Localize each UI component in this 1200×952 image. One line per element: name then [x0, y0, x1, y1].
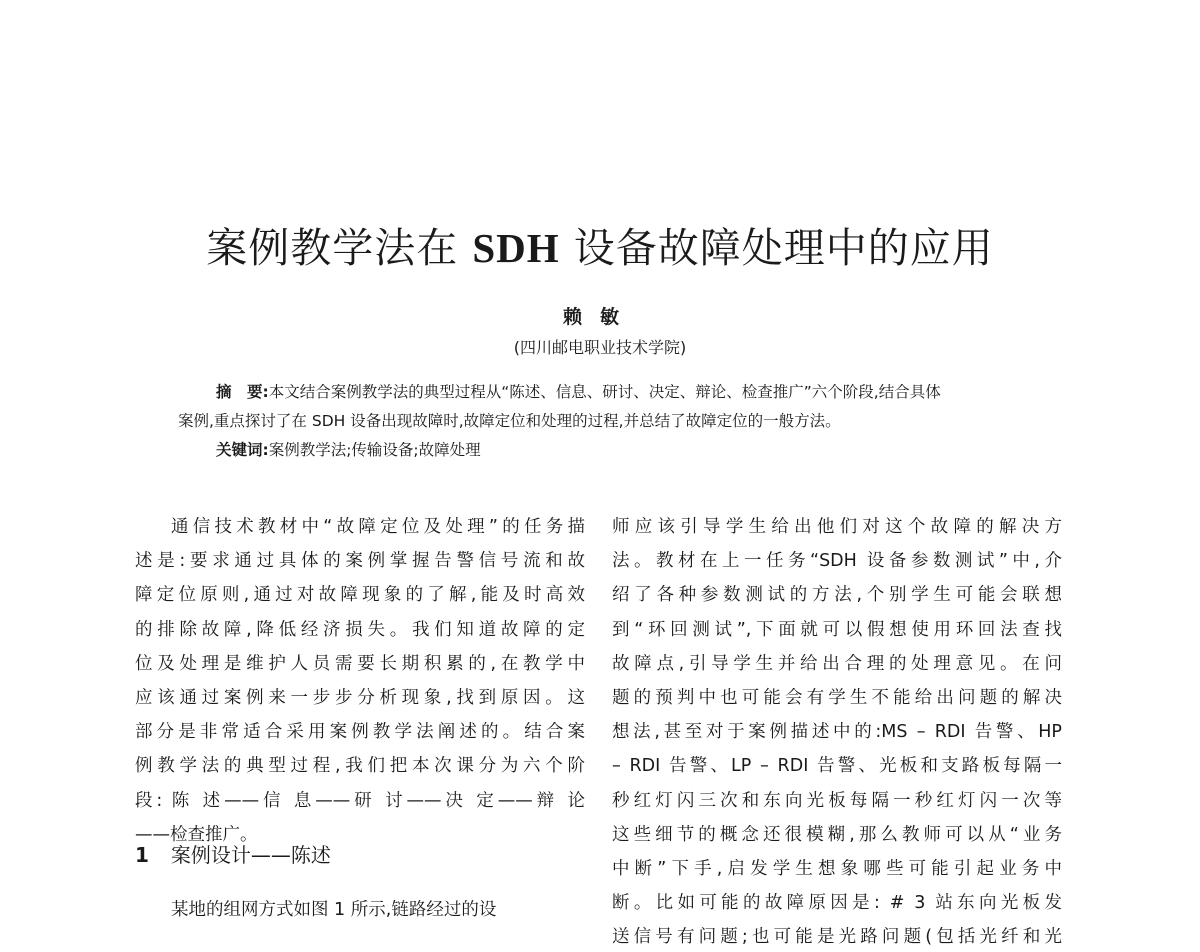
left-line: 段: 陈 述——信 息——研 讨——决 定——辩 论 — [135, 790, 585, 811]
left-line: 应该通过案例来一步步分析现象,找到原因。这 — [135, 687, 585, 708]
right-line: 秒红灯闪三次和东向光板每隔一秒红灯闪一次等 — [612, 790, 1062, 811]
keywords-text: 案例教学法;传输设备;故障处理 — [268, 441, 481, 459]
title-latin: SDH — [472, 225, 560, 271]
right-line: 断。比如可能的故障原因是: # 3 站东向光板发 — [612, 893, 1062, 914]
left-line: 障定位原则,通过对故障现象的了解,能及时高效 — [135, 585, 585, 606]
right-line: – RDI 告警、LP – RDI 告警、光板和支路板每隔一 — [612, 756, 1062, 777]
abstract-label: 摘 要: — [216, 383, 269, 401]
right-column — [612, 510, 1062, 952]
left-line: 部分是非常适合采用案例教学法阐述的。结合案 — [135, 722, 585, 743]
right-line: 送信号有问题;也可能是光路问题(包括光纤和光 — [612, 927, 1062, 948]
title-post: 设备故障处理中的应用 — [559, 224, 994, 272]
paper-title — [0, 222, 1200, 274]
left-line: 述是:要求通过具体的案例掌握告警信号流和故 — [135, 551, 585, 572]
right-line: 题的预判中也可能会有学生不能给出问题的解决 — [612, 687, 1062, 708]
right-line: 这些细节的概念还很模糊,那么教师可以从“业务 — [612, 824, 1062, 845]
right-line: 故障点,引导学生并给出合理的处理意见。在问 — [612, 653, 1062, 674]
keywords-label: 关键词: — [216, 441, 269, 459]
right-line: 师应该引导学生给出他们对这个故障的解决方 — [612, 517, 1062, 537]
left-bottom-line: 某地的组网方式如图 1 所示,链路经过的设 — [171, 900, 497, 920]
keywords-line — [178, 436, 1038, 465]
author-name: 赖敏 — [562, 306, 637, 328]
abstract-line-1 — [178, 378, 1038, 407]
author-affiliation: (四川邮电职业技术学院) — [513, 338, 687, 357]
right-line: 中断”下手,启发学生想象哪些可能引起业务中 — [612, 858, 1062, 879]
right-line: 绍了各种参数测试的方法,个别学生可能会联想 — [612, 585, 1062, 606]
right-line: 法。教材在上一任务“SDH 设备参数测试”中,介 — [612, 551, 1062, 572]
left-column — [135, 510, 585, 852]
right-line: 到“环回测试”,下面就可以假想使用环回法查找 — [612, 619, 1062, 640]
section-number: 1 — [135, 843, 149, 867]
section-title: 案例设计——陈述 — [170, 843, 331, 867]
abstract-block — [178, 378, 1038, 465]
abstract-text-1: 本文结合案例教学法的典型过程从“陈述、信息、研讨、决定、辩论、检查推广”六个阶段,结合具体 — [268, 383, 941, 401]
section-1-heading — [135, 840, 331, 870]
left-line: 通信技术教材中“故障定位及处理”的任务描 — [171, 517, 585, 537]
title-pre: 案例教学法在 — [206, 224, 473, 272]
left-line: 位及处理是维护人员需要长期积累的,在教学中 — [135, 653, 585, 674]
left-line: 例教学法的典型过程,我们把本次课分为六个阶 — [135, 756, 585, 777]
right-line: 想法,甚至对于案例描述中的:MS – RDI 告警、HP — [612, 722, 1062, 743]
abstract-line-2: 案例,重点探讨了在 SDH 设备出现故障时,故障定位和处理的过程,并总结了故障定位的一般方法。 — [178, 412, 841, 430]
left-line: 的排除故障,降低经济损失。我们知道故障的定 — [135, 619, 585, 640]
left-line: ——检查推广。 — [135, 824, 258, 845]
